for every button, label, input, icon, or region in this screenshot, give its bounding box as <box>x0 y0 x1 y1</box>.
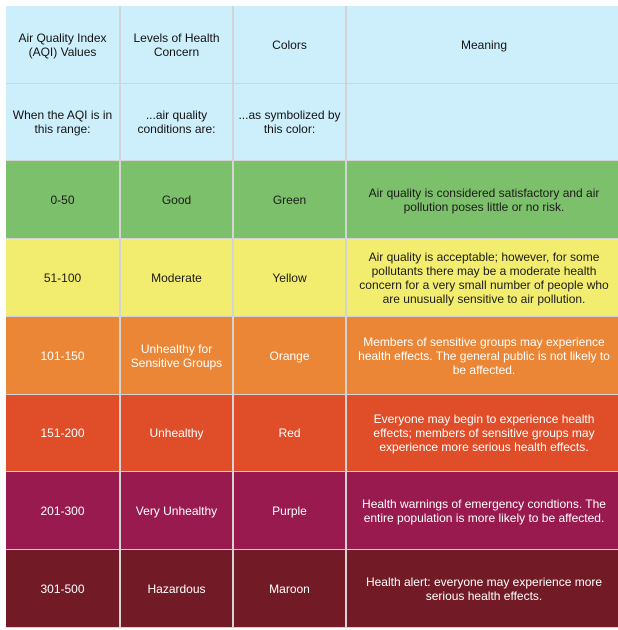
color-name-cell: Green <box>234 161 345 239</box>
health-level-cell: Hazardous <box>121 550 232 628</box>
subheader-color: ...as symbolized by this color: <box>234 84 345 161</box>
aqi-range-cell: 0-50 <box>6 161 119 239</box>
header-aqi-values: Air Quality Index (AQI) Values <box>6 6 119 84</box>
subheader-conditions: ...air quality conditions are: <box>121 84 232 161</box>
header-levels-of-concern: Levels of Health Concern <box>121 6 232 84</box>
color-name-cell: Red <box>234 395 345 472</box>
meaning-cell: Health warnings of emergency condtions. The entire population is more likely to be affected. <box>347 472 618 550</box>
health-level-cell: Unhealthy for Sensitive Groups <box>121 317 232 395</box>
meaning-cell: Everyone may begin to experience health effects; members of sensitive groups may experience more serious health effects. <box>347 395 618 472</box>
health-level-cell: Very Unhealthy <box>121 472 232 550</box>
health-level-cell: Moderate <box>121 239 232 317</box>
subheader-range: When the AQI is in this range: <box>6 84 119 161</box>
meaning-cell: Health alert: everyone may experience more serious health effects. <box>347 550 618 628</box>
meaning-cell: Air quality is acceptable; however, for some pollutants there may be a moderate health concern for a very small number of people who are unusually sensitive to air pollution. <box>347 239 618 317</box>
color-name-cell: Maroon <box>234 550 345 628</box>
subheader-meaning <box>347 84 618 161</box>
aqi-range-cell: 51-100 <box>6 239 119 317</box>
color-name-cell: Purple <box>234 472 345 550</box>
header-meaning: Meaning <box>347 6 618 84</box>
aqi-table <box>6 6 618 628</box>
header-colors: Colors <box>234 6 345 84</box>
health-level-cell: Unhealthy <box>121 395 232 472</box>
meaning-cell: Air quality is considered satisfactory and air pollution poses little or no risk. <box>347 161 618 239</box>
health-level-cell: Good <box>121 161 232 239</box>
meaning-cell: Members of sensitive groups may experience health effects. The general public is not likely to be affected. <box>347 317 618 395</box>
color-name-cell: Orange <box>234 317 345 395</box>
color-name-cell: Yellow <box>234 239 345 317</box>
aqi-range-cell: 151-200 <box>6 395 119 472</box>
aqi-range-cell: 201-300 <box>6 472 119 550</box>
aqi-range-cell: 301-500 <box>6 550 119 628</box>
aqi-range-cell: 101-150 <box>6 317 119 395</box>
